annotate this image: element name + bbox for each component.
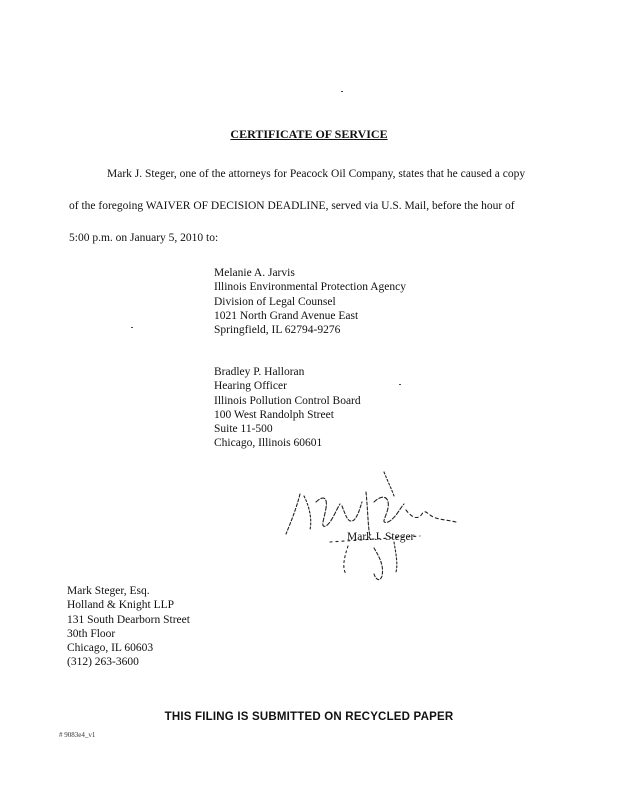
address-line: Suite 11-500 xyxy=(214,423,273,436)
body-line: 5:00 p.m. on January 5, 2010 to: xyxy=(69,232,219,244)
recipient-address-halloran xyxy=(214,365,361,451)
recipient-address-jarvis xyxy=(214,266,406,337)
address-line: Chicago, Illinois 60601 xyxy=(214,437,323,450)
address-line: Melanie A. Jarvis xyxy=(214,267,295,279)
sender-address xyxy=(67,584,190,670)
scan-speck xyxy=(341,91,343,92)
scan-speck xyxy=(131,327,133,328)
address-line: 1021 North Grand Avenue East xyxy=(214,309,359,322)
address-line: Chicago, IL 60603 xyxy=(67,642,154,655)
address-line: Springfield, IL 62794-9276 xyxy=(214,324,341,337)
body-line: of the foregoing WAIVER OF DECISION DEADLINE, served via U.S. Mail, before the hour of xyxy=(69,200,515,212)
address-line: Mark Steger, Esq. xyxy=(67,585,150,597)
address-line: 131 South Dearborn Street xyxy=(67,613,190,626)
address-line: Hearing Officer xyxy=(214,380,287,393)
address-line: Division of Legal Counsel xyxy=(214,295,336,308)
address-line: 100 West Randolph Street xyxy=(214,408,334,421)
handwritten-signature xyxy=(270,462,470,588)
body-line: Mark J. Steger, one of the attorneys for Peacock Oil Company, states that he caused a copy xyxy=(107,168,526,180)
recycled-paper-notice: THIS FILING IS SUBMITTED ON RECYCLED PAPER xyxy=(164,711,454,723)
address-line: Bradley P. Halloran xyxy=(214,366,305,378)
document-reference-number: # 9083e4_v1 xyxy=(59,731,96,739)
address-line: 30th Floor xyxy=(67,627,116,640)
address-line: Illinois Pollution Control Board xyxy=(214,394,361,407)
address-line: Illinois Environmental Protection Agency xyxy=(214,281,406,294)
document-title: CERTIFICATE OF SERVICE xyxy=(230,127,388,141)
signer-printed-name: Mark J. Steger xyxy=(347,531,415,543)
scan-speck xyxy=(399,384,401,385)
address-line: Holland & Knight LLP xyxy=(67,599,175,612)
address-line: (312) 263-3600 xyxy=(67,656,139,669)
